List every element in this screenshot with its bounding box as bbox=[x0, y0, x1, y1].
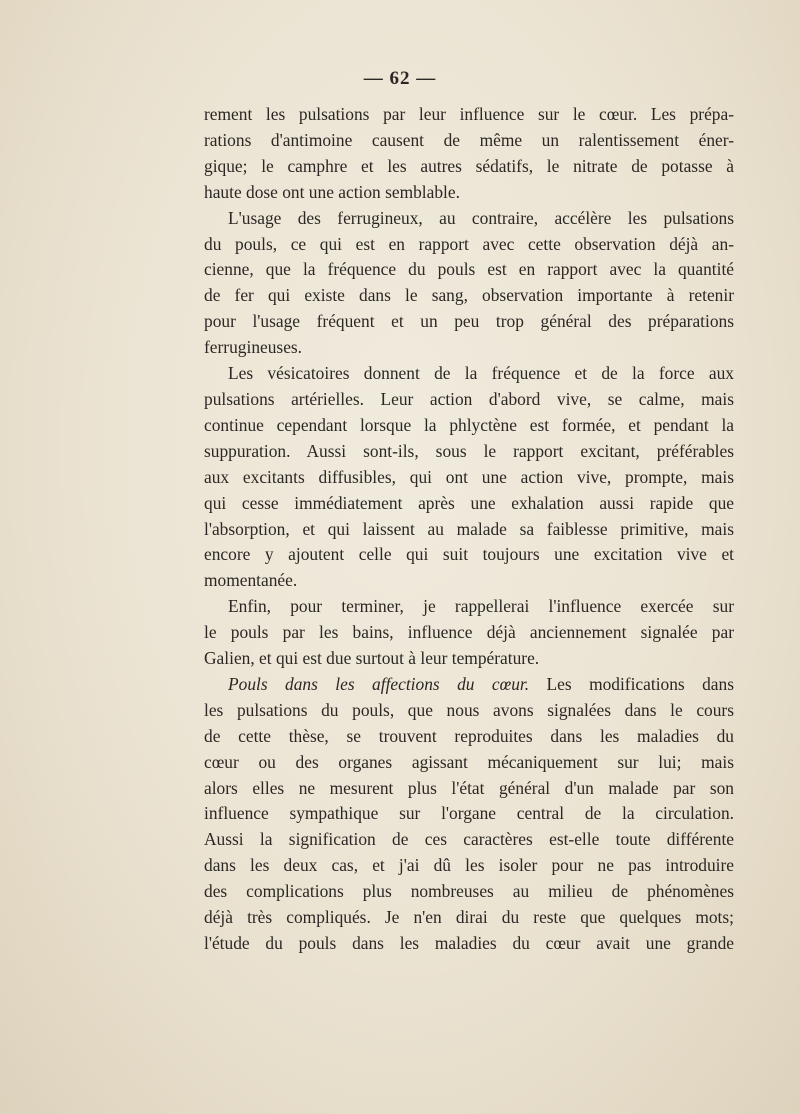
paragraph bbox=[204, 361, 734, 594]
text-line: les pulsations du pouls, que nous avons signalées dans le cours bbox=[204, 699, 734, 720]
paragraph bbox=[204, 672, 734, 957]
text-line: rement les pulsations par leur influence sur le cœur. Les prépa- bbox=[204, 104, 734, 124]
text-line: Les vésicatoires donnent de la fréquence et de la force aux bbox=[228, 363, 734, 384]
text-line: l'étude du pouls dans les maladies du cœur avait une grande bbox=[204, 933, 734, 953]
paragraph bbox=[204, 594, 734, 672]
text-line: pour l'usage fréquent et un peu trop général des préparations bbox=[204, 311, 734, 332]
text-line: Enfin, pour terminer, je rappellerai l'influence exercée sur bbox=[228, 596, 734, 617]
text-line: aux excitants diffusibles, qui ont une action vive, prompte, mais bbox=[204, 466, 734, 487]
text-line: momentanée. bbox=[204, 570, 298, 591]
text-line: alors elles ne mesurent plus l'état général d'un malade par son bbox=[204, 777, 734, 798]
text-line: cienne, que la fréquence du pouls est en rapport avec la quantité bbox=[204, 259, 734, 280]
body-text bbox=[204, 102, 734, 957]
section-heading: Pouls dans les affections du cœur. bbox=[228, 673, 530, 694]
paragraph bbox=[204, 206, 734, 361]
text-line: haute dose ont une action semblable. bbox=[204, 181, 460, 202]
text-line bbox=[204, 672, 734, 698]
text-line: Aussi la signification de ces caractères est-elle toute différente bbox=[204, 829, 734, 850]
text-line: de fer qui existe dans le sang, observation importante à retenir bbox=[204, 285, 734, 306]
text-line: encore y ajoutent celle qui suit toujours une excitation vive et bbox=[204, 544, 734, 565]
text-line: dans les deux cas, et j'ai dû les isoler pour ne pas introduire bbox=[204, 855, 734, 876]
text-line: continue cependant lorsque la phlyctène est formée, et pendant la bbox=[204, 414, 734, 435]
text-line: déjà très compliqués. Je n'en dirai du reste que quelques mots; bbox=[204, 907, 734, 928]
text-line: influence sympathique sur l'organe central de la circulation. bbox=[204, 803, 734, 824]
paragraph bbox=[204, 102, 734, 206]
text-line: de cette thèse, se trouvent reproduites dans les maladies du bbox=[204, 725, 734, 746]
text-line: le pouls par les bains, influence déjà anciennement signalée par bbox=[204, 622, 734, 643]
text-line: qui cesse immédiatement après une exhalation aussi rapide que bbox=[204, 492, 734, 513]
text-line: suppuration. Aussi sont-ils, sous le rapport excitant, préférables bbox=[204, 440, 734, 461]
text-line: Galien, et qui est due surtout à leur température. bbox=[204, 648, 540, 669]
text-line: l'absorption, et qui laissent au malade sa faiblesse primitive, mais bbox=[204, 518, 734, 539]
text-line: pulsations artérielles. Leur action d'abord vive, se calme, mais bbox=[204, 388, 734, 409]
text-line: L'usage des ferrugineux, au contraire, accélère les pulsations bbox=[228, 207, 734, 228]
page-number: — 62 — bbox=[363, 68, 437, 89]
text-line: ferrugineuses. bbox=[204, 337, 303, 358]
text-line: gique; le camphre et les autres sédatifs, le nitrate de potasse à bbox=[204, 155, 734, 176]
text-line: cœur ou des organes agissant mécaniquement sur lui; mais bbox=[204, 751, 734, 772]
text-line: du pouls, ce qui est en rapport avec cette observation déjà an- bbox=[204, 233, 734, 254]
text-line: des complications plus nombreuses au milieu de phénomènes bbox=[204, 881, 734, 902]
text-line: rations d'antimoine causent de même un ralentissement éner- bbox=[204, 129, 734, 150]
line-text: Les modifications dans bbox=[529, 673, 734, 694]
